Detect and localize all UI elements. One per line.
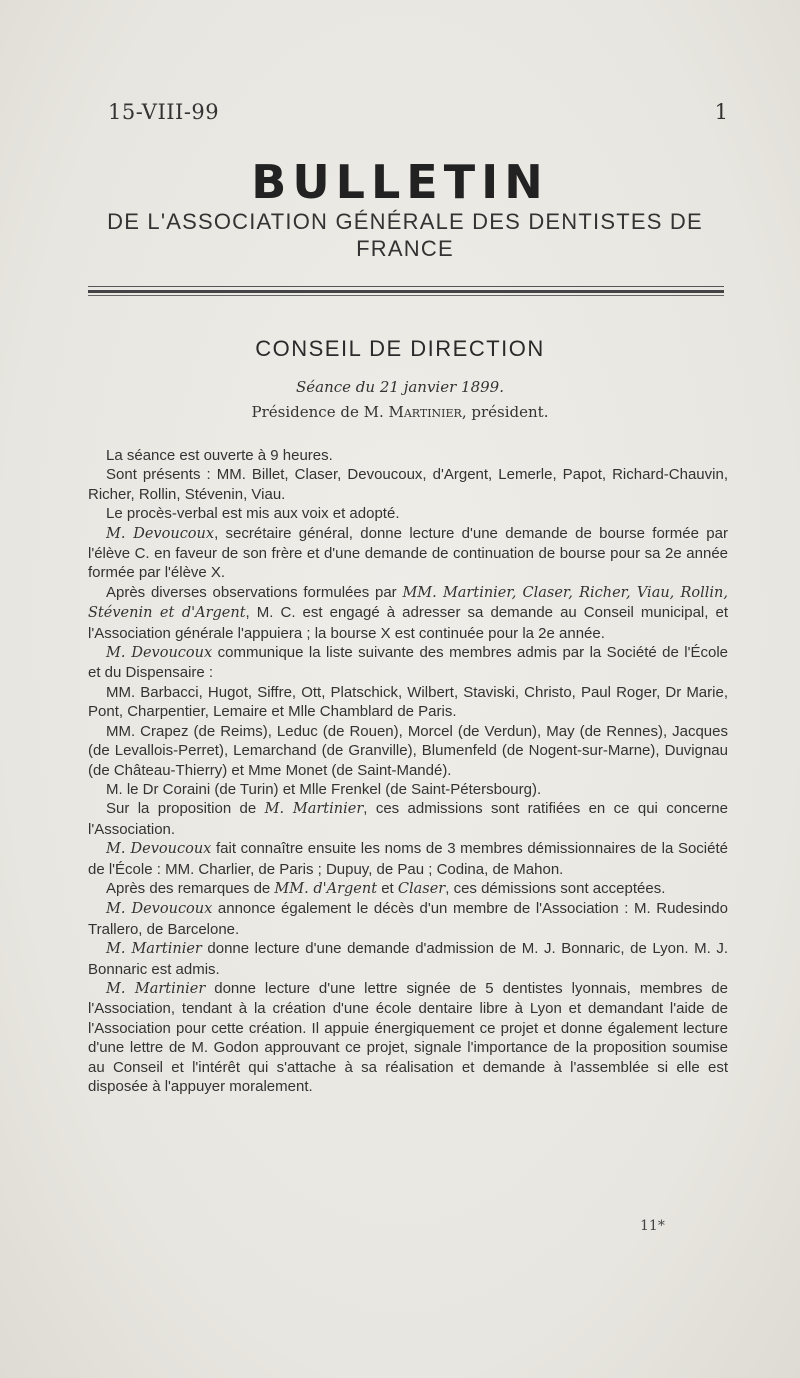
page-number: 1: [714, 100, 728, 124]
signature-mark: 11*: [640, 1218, 665, 1234]
minutes-paragraph: M. Devoucoux fait connaître ensuite les noms de 3 membres démissionnaires de la Société de l'École : MM. Charlier, de Paris ; Dupuy, de Pau ; Codina, de Mahon.: [88, 840, 728, 878]
president-name: Martinier: [388, 403, 462, 421]
presidence-suffix: , président.: [461, 403, 549, 421]
minutes-paragraph: M. Devoucoux annonce également le décès d'un membre de l'Association : M. Rudesindo Trallero, de Barcelone.: [88, 900, 728, 938]
bulletin-title: BULLETIN: [251, 155, 549, 209]
minutes-body: [88, 446, 728, 1096]
presidence-prefix: Présidence de M.: [251, 403, 389, 421]
running-header: [108, 100, 728, 128]
minutes-paragraph: MM. Crapez (de Reims), Leduc (de Rouen), Morcel (de Verdun), May (de Rennes), Jacques (de Levallois-Perret), Lemarchand (de Granville), Blumenfeld (de Nogent-sur-Marne), Duvignau (de Château-Thierry) et Mme Monet (de Saint-Mandé).: [88, 722, 728, 779]
minutes-paragraph: M. Devoucoux, secrétaire général, donne lecture d'une demande de bourse formée par l'élève C. en faveur de son frère et d'une demande de continuation de bourse pour sa 2e année formée par l'élève X.: [88, 524, 728, 582]
section-title: CONSEIL DE DIRECTION: [255, 336, 545, 361]
minutes-paragraph: M. le Dr Coraini (de Turin) et Mlle Frenkel (de Saint-Pétersbourg).: [106, 780, 542, 798]
minutes-paragraph: Sur la proposition de M. Martinier, ces admissions sont ratifiées en ce qui concerne l'Association.: [88, 800, 728, 838]
minutes-paragraph: MM. Barbacci, Hugot, Siffre, Ott, Platschick, Wilbert, Staviski, Christo, Paul Roger, Dr Marie, Pont, Charpentier, Lemaire et Mlle Chamblard de Paris.: [88, 683, 728, 721]
minutes-paragraph: Le procès-verbal est mis aux voix et adopté.: [106, 505, 400, 523]
title-rule: [88, 286, 724, 296]
issue-date: 15-VIII-99: [108, 100, 220, 124]
minutes-paragraph: M. Devoucoux communique la liste suivante des membres admis par la Société de l'École et du Dispensaire :: [88, 644, 728, 682]
minutes-paragraph: M. Martinier donne lecture d'une lettre signée de 5 dentistes lyonnais, membres de l'Association, tendant à la création d'une école dentaire libre à Lyon et demandant l'aide de l'Association pour cette création. Il appuie énergiquement ce projet et donne également lecture d'une lettre de M. Godon approuvant ce projet, signale l'importance de la proposition soumise au Conseil et l'intérêt qui s'attache à sa réalisation et demande à l'assemblée si elle est disposée à l'appuyer moralement.: [88, 979, 728, 1095]
minutes-paragraph: Sont présents : MM. Billet, Claser, Devoucoux, d'Argent, Lemerle, Papot, Richard-Chauvin, Richer, Rollin, Stévenin, Viau.: [88, 466, 728, 503]
minutes-paragraph: Après diverses observations formulées par MM. Martinier, Claser, Richer, Viau, Rollin, Stévenin et d'Argent, M. C. est engagé à adresser sa demande au Conseil municipal, et l'Association générale l'appuiera ; la bourse X est continuée pour la 2e année.: [88, 583, 728, 642]
minutes-paragraph: La séance est ouverte à 9 heures.: [106, 447, 333, 464]
minutes-paragraph: Après des remarques de MM. d'Argent et Claser, ces démissions sont acceptées.: [106, 879, 666, 897]
bulletin-subtitle: DE L'ASSOCIATION GÉNÉRALE DES DENTISTES DE FRANCE: [107, 209, 703, 261]
presidence-line: [0, 403, 800, 421]
seance-date: Séance du 21 janvier 1899.: [296, 378, 504, 396]
minutes-paragraph: M. Martinier donne lecture d'une demande d'admission de M. J. Bonnaric, de Lyon. M. J. Bonnaric est admis.: [88, 940, 728, 978]
